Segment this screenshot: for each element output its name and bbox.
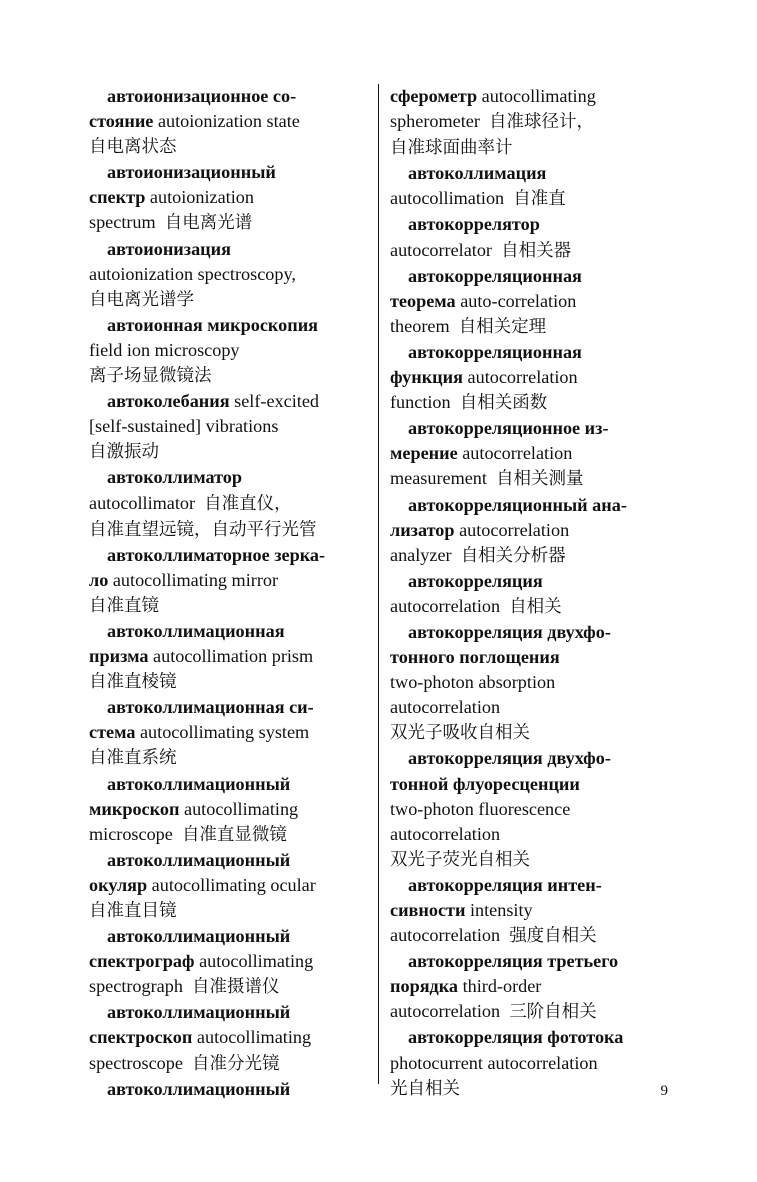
entry-line [390, 365, 672, 390]
english-translation: auto-correlation [455, 290, 577, 311]
entry-line [390, 898, 672, 923]
english-translation: theorem [390, 315, 459, 336]
english-translation: analyzer [390, 544, 461, 565]
chinese-translation: 自相关定理 [458, 316, 547, 337]
english-translation: function [390, 392, 460, 413]
russian-term: микроскоп [89, 798, 180, 819]
dictionary-entry [390, 264, 672, 340]
entry-headword-line [89, 237, 371, 262]
entry-headword-line [89, 1077, 371, 1102]
dictionary-entry [390, 416, 672, 492]
english-translation: autocollimating [477, 86, 596, 106]
russian-term: окуляр [89, 874, 148, 895]
chinese-translation: 自准直显微镜 [181, 824, 287, 845]
dictionary-entry [390, 620, 672, 746]
russian-term: автокорреляционное из- [408, 418, 609, 439]
dictionary-entry [89, 924, 371, 1000]
entry-line [390, 466, 672, 492]
entry-headword-line [89, 1000, 371, 1025]
chinese-translation: 自准直系统 [89, 748, 177, 769]
entry-line [390, 289, 672, 314]
chinese-translation: 自准球径计， [488, 112, 594, 133]
english-translation: field ion microscopy [89, 339, 240, 360]
entry-line [89, 517, 371, 543]
entry-headword-line [390, 264, 672, 289]
english-translation: autocollimation [390, 188, 514, 209]
russian-term: теорема [390, 290, 456, 311]
english-translation: spectrograph [89, 976, 193, 997]
russian-term: спектр [89, 187, 146, 208]
dictionary-entry [390, 569, 672, 620]
english-translation: measurement [390, 468, 497, 489]
entry-line [390, 797, 672, 822]
chinese-translation: 双光子荧光自相关 [390, 849, 530, 870]
chinese-translation: 自电离光谱 [164, 213, 253, 234]
russian-term: сивности [390, 900, 466, 920]
dictionary-entry [89, 84, 371, 160]
entry-headword-line [390, 620, 672, 645]
russian-term: автокорреляция [408, 570, 543, 591]
russian-term: автоколлимационный [107, 1078, 291, 1099]
entry-line [390, 645, 672, 670]
entry-line [390, 847, 672, 873]
entry-headword-line [89, 848, 371, 873]
russian-term: автокорреляция двухфо- [408, 621, 611, 642]
entry-line [89, 210, 371, 236]
english-translation: spherometer [390, 111, 489, 132]
english-translation: autocollimating mirror [108, 569, 279, 590]
entry-line [89, 974, 371, 1000]
english-translation: autocorrelation [457, 443, 573, 464]
entry-headword-line [390, 340, 672, 365]
english-translation: autocorrelation [390, 595, 510, 616]
chinese-translation: 自相关函数 [459, 393, 548, 414]
entry-headword-line [390, 949, 672, 974]
english-translation: autocollimating [194, 951, 314, 972]
chinese-translation: 自激振动 [89, 442, 159, 463]
entry-line [390, 543, 672, 569]
dictionary-entry [390, 161, 672, 212]
english-translation: self-excited [229, 391, 319, 412]
entry-line [390, 772, 672, 797]
english-translation: autocollimating system [135, 722, 310, 743]
dictionary-entry [390, 949, 672, 1025]
chinese-translation: 强度自相关 [509, 926, 597, 947]
dictionary-entry [89, 313, 371, 389]
english-translation: [self-sustained] vibrations [89, 416, 279, 437]
english-translation: autocorrelation [390, 823, 501, 844]
russian-term: ло [89, 569, 109, 590]
entry-line [390, 822, 672, 847]
chinese-translation: 自相关分析器 [460, 545, 566, 566]
dictionary-entry [390, 84, 672, 161]
russian-term: автокорреляция двухфо- [408, 748, 611, 769]
entry-line [89, 1051, 371, 1077]
russian-term: порядка [390, 976, 459, 997]
english-translation: autocollimating ocular [147, 874, 316, 895]
russian-term: стема [89, 722, 136, 743]
entry-line [390, 135, 672, 161]
english-translation: two-photon absorption [390, 672, 556, 693]
entry-line [89, 1025, 371, 1050]
english-translation: spectroscope [89, 1052, 193, 1073]
entry-headword-line [89, 84, 371, 109]
english-translation: autocorrelation [390, 1001, 510, 1022]
entry-line [89, 568, 371, 593]
entry-line [89, 797, 371, 822]
dictionary-entry [89, 695, 371, 771]
entry-line [89, 185, 371, 210]
chinese-translation: 自准直 [513, 189, 566, 210]
english-translation: autocorrelator [390, 239, 502, 260]
entry-line [390, 390, 672, 416]
english-translation: intensity [465, 900, 533, 920]
russian-term: автокоррелятор [408, 214, 540, 235]
russian-term: автоионная микроскопия [107, 314, 319, 335]
dictionary-entry [89, 848, 371, 924]
entry-headword-line [89, 772, 371, 797]
entry-line [89, 644, 371, 669]
russian-term: автоколлимационный [107, 1002, 291, 1023]
entry-headword-line [390, 493, 672, 518]
english-translation: third-order [458, 976, 542, 997]
entry-line [390, 441, 672, 466]
russian-term: автокорреляция интен- [408, 874, 602, 895]
column-divider [378, 84, 379, 1084]
russian-term: автокорреляционная [408, 341, 582, 362]
chinese-translation: 自相关器 [501, 240, 572, 261]
right-column [390, 84, 672, 1102]
chinese-translation: 自准直目镜 [89, 901, 177, 921]
entry-headword-line [390, 84, 672, 109]
chinese-translation: 自准球面曲率计 [390, 138, 513, 159]
left-column [89, 84, 371, 1102]
entry-line [89, 822, 371, 848]
dictionary-entry [89, 543, 371, 619]
chinese-translation: 自准直望远镜，自动平行光管 [89, 519, 317, 540]
entry-line [89, 134, 371, 160]
dictionary-entry [390, 340, 672, 416]
english-translation: autoionization spectroscopy, [89, 263, 296, 284]
english-translation: autoionization state [153, 111, 300, 132]
entry-line [390, 720, 672, 746]
russian-term: автоколлиматор [107, 467, 243, 488]
russian-term: тонного поглощения [390, 647, 560, 668]
entry-headword-line [89, 389, 371, 414]
chinese-translation: 自准直棱镜 [89, 672, 177, 693]
chinese-translation: 自电离状态 [89, 137, 177, 158]
chinese-translation: 双光子吸收自相关 [390, 723, 530, 744]
entry-line [89, 669, 371, 695]
entry-line [89, 414, 371, 439]
entry-line [89, 593, 371, 619]
english-translation: autocollimation prism [148, 646, 314, 667]
entry-line [89, 898, 371, 924]
entry-line [89, 491, 371, 517]
chinese-translation: 自相关 [509, 596, 562, 617]
english-translation: microscope [89, 823, 182, 844]
entry-line [89, 287, 371, 313]
english-translation: autocollimator [89, 492, 205, 513]
dictionary-entry [89, 389, 371, 465]
entry-headword-line [390, 569, 672, 594]
russian-term: лизатор [390, 519, 455, 540]
dictionary-entry [89, 619, 371, 695]
english-translation: autocorrelation [390, 697, 501, 718]
chinese-translation: 自准分光镜 [192, 1053, 280, 1074]
chinese-translation: 自电离光谱学 [89, 289, 194, 310]
entry-line [89, 873, 371, 898]
entry-line [390, 109, 672, 135]
entry-line [89, 439, 371, 465]
english-translation: autocorrelation [462, 367, 578, 388]
entry-headword-line [390, 873, 672, 898]
dictionary-entry [390, 493, 672, 569]
russian-term: автоколебания [107, 391, 230, 412]
entry-line [390, 974, 672, 999]
russian-term: спектроскоп [89, 1027, 193, 1048]
entry-headword-line [390, 746, 672, 771]
entry-headword-line [89, 619, 371, 644]
chinese-translation: 离子场显微镜法 [89, 366, 212, 387]
entry-line [390, 695, 672, 720]
entry-line [89, 109, 371, 134]
russian-term: автокорреляционный ана- [408, 494, 627, 515]
russian-term: автокорреляция фототока [408, 1027, 624, 1048]
entry-headword-line [89, 160, 371, 185]
entry-line [390, 186, 672, 212]
entry-line [89, 363, 371, 389]
russian-term: автоколлимационная [107, 620, 285, 641]
entry-line [390, 518, 672, 543]
russian-term: спектрограф [89, 951, 195, 972]
russian-term: сферометр [390, 86, 478, 106]
dictionary-entry [390, 746, 672, 872]
entry-line [89, 949, 371, 974]
dictionary-entry [89, 1000, 371, 1076]
entry-headword-line [390, 212, 672, 237]
entry-line [390, 1051, 672, 1076]
dictionary-entry [89, 772, 371, 848]
russian-term: стояние [89, 111, 154, 132]
english-translation: autocollimating [179, 798, 299, 819]
chinese-translation: 光自相关 [390, 1078, 460, 1099]
entry-line [390, 238, 672, 264]
chinese-translation: 三阶自相关 [509, 1002, 597, 1023]
chinese-translation: 自准直仪， [204, 493, 292, 514]
entry-line [89, 338, 371, 363]
dictionary-entry [390, 873, 672, 949]
entry-line [89, 262, 371, 287]
dictionary-entry [89, 237, 371, 313]
dictionary-entry [89, 1077, 371, 1102]
entry-headword-line [390, 1025, 672, 1050]
entry-line [390, 923, 672, 949]
english-translation: photocurrent autocorrelation [390, 1052, 598, 1073]
russian-term: автоколлимационный [107, 773, 291, 794]
russian-term: функция [390, 367, 463, 388]
entry-headword-line [89, 543, 371, 568]
chinese-translation: 自相关测量 [496, 469, 584, 490]
entry-headword-line [390, 416, 672, 441]
entry-line [390, 999, 672, 1025]
russian-term: автокорреляция третьего [408, 951, 619, 972]
entry-headword-line [89, 924, 371, 949]
dictionary-entry [390, 212, 672, 263]
russian-term: тонной флуоресценции [390, 773, 580, 794]
russian-term: автоколлимационная си- [107, 697, 314, 718]
russian-term: автоионизационный [107, 162, 276, 183]
entry-headword-line [89, 695, 371, 720]
english-translation: spectrum [89, 212, 165, 233]
english-translation: autoionization [145, 187, 254, 208]
entry-line [89, 720, 371, 745]
entry-line [89, 745, 371, 771]
russian-term: автоколлимация [408, 163, 547, 184]
english-translation: autocorrelation [390, 925, 510, 946]
russian-term: автокорреляционная [408, 265, 582, 286]
chinese-translation: 自准摄谱仪 [192, 977, 280, 998]
dictionary-entry [89, 465, 371, 542]
russian-term: автоионизация [107, 238, 231, 259]
dictionary-entry [89, 160, 371, 236]
english-translation: autocorrelation [454, 519, 570, 540]
entry-line [390, 1076, 672, 1102]
entry-line [390, 594, 672, 620]
russian-term: автоколлиматорное зерка- [107, 544, 326, 565]
russian-term: автоколлимационный [107, 926, 291, 947]
page-number: 9 [660, 1083, 668, 1099]
english-translation: two-photon fluorescence [390, 798, 571, 819]
entry-line [390, 314, 672, 340]
entry-line [390, 670, 672, 695]
entry-headword-line [89, 313, 371, 338]
entry-headword-line [390, 161, 672, 186]
chinese-translation: 自准直镜 [89, 595, 159, 616]
dictionary-entry [390, 1025, 672, 1101]
russian-term: призма [89, 646, 149, 667]
english-translation: autocollimating [192, 1027, 312, 1048]
entry-headword-line [89, 465, 371, 490]
russian-term: мерение [390, 443, 458, 464]
russian-term: автоколлимационный [107, 849, 291, 870]
russian-term: автоионизационное со- [107, 86, 297, 106]
